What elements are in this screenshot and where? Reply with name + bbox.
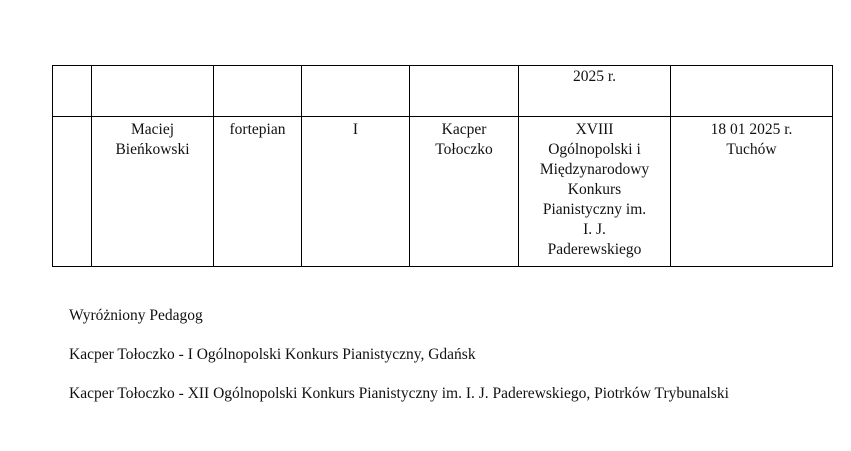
cell-index — [53, 66, 92, 117]
distinguished-teacher-section — [69, 306, 809, 404]
competition-line: Konkurs — [567, 181, 622, 198]
cell-competition — [519, 117, 671, 267]
award-entry: Kacper Tołoczko - XII Ogólnopolski Konkurs Pianistyczny im. I. J. Paderewskiego, Piotrków Trybunalski — [69, 385, 729, 402]
place-text: I — [352, 121, 359, 138]
competition-fragment: 2025 r. — [572, 68, 617, 85]
location-text: Tuchów — [726, 141, 777, 158]
competition-line: I. J. — [583, 221, 606, 238]
cell-teacher — [410, 117, 519, 267]
section-heading: Wyróżniony Pedagog — [69, 307, 203, 324]
award-entry: Kacper Tołoczko - I Ogólnopolski Konkurs Pianistyczny, Gdańsk — [69, 346, 476, 363]
table-row — [53, 66, 833, 117]
competition-line: Ogólnopolski i — [548, 141, 641, 158]
cell-place — [302, 66, 410, 117]
cell-student — [92, 66, 214, 117]
cell-date-place — [671, 66, 833, 117]
cell-date-place — [671, 117, 833, 267]
cell-student — [92, 117, 214, 267]
competition-line: XVIII — [575, 121, 614, 138]
student-name-line: Bieńkowski — [115, 141, 190, 158]
teacher-name-line: Tołoczko — [435, 141, 493, 158]
table-row — [53, 117, 833, 267]
cell-instrument — [214, 66, 302, 117]
cell-instrument — [214, 117, 302, 267]
competition-line: Paderewskiego — [547, 241, 642, 258]
cell-place — [302, 117, 410, 267]
teacher-name-line: Kacper — [441, 121, 487, 138]
instrument-text: fortepian — [229, 121, 286, 138]
cell-competition — [519, 66, 671, 117]
cell-index — [53, 117, 92, 267]
cell-teacher — [410, 66, 519, 117]
awards-table — [52, 65, 833, 267]
date-text: 18 01 2025 r. — [710, 121, 793, 138]
competition-line: Pianistyczny im. — [542, 201, 647, 218]
competition-line: Międzynarodowy — [539, 161, 650, 178]
student-name-line: Maciej — [130, 121, 175, 138]
